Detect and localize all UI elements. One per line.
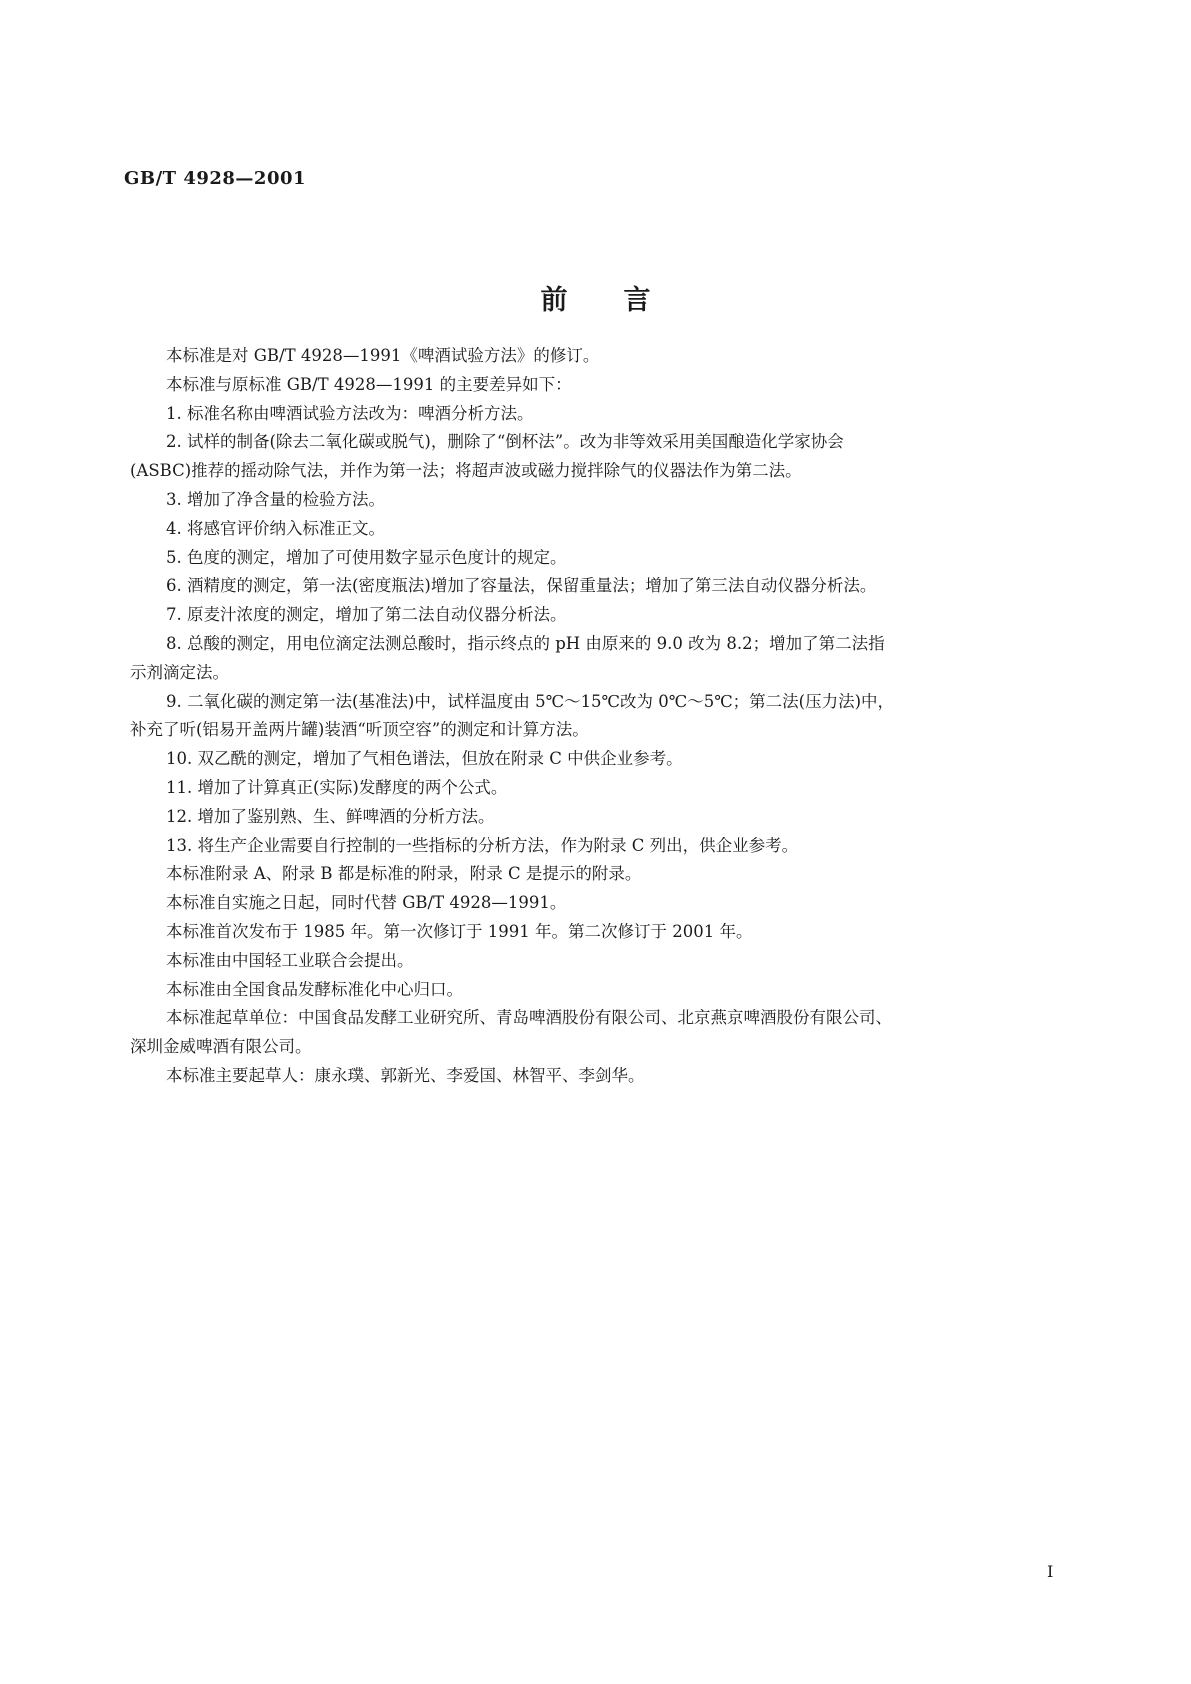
paragraph-line: 本标准是对 GB/T 4928—1991《啤酒试验方法》的修订。 — [166, 346, 600, 365]
paragraph — [130, 832, 988, 861]
paragraph-line: 3. 增加了净含量的检验方法。 — [166, 489, 385, 509]
paragraph-line: 本标准主要起草人：康永璞、郭新光、李爱国、林智平、李剑华。 — [166, 1065, 645, 1085]
paragraph-line: 5. 色度的测定，增加了可使用数字显示色度计的规定。 — [166, 547, 567, 567]
title-char: 言 — [623, 285, 651, 316]
paragraph-line: 12. 增加了鉴别熟、生、鲜啤酒的分析方法。 — [166, 806, 495, 826]
paragraph — [130, 803, 988, 832]
paragraph-line: 本标准由全国食品发酵标准化中心归口。 — [166, 979, 463, 999]
paragraph — [130, 371, 988, 400]
page-number: I — [1047, 1562, 1054, 1581]
paragraph — [130, 1004, 988, 1062]
paragraph-line: 11. 增加了计算真正(实际)发酵度的两个公式。 — [166, 777, 508, 797]
title-char: 前 — [540, 285, 568, 316]
paragraph-line: 4. 将感官评价纳入标准正文。 — [166, 518, 385, 538]
paragraph-line: 10. 双乙酰的测定，增加了气相色谱法，但放在附录 C 中供企业参考。 — [166, 749, 683, 769]
page-title — [0, 278, 1191, 317]
paragraph — [130, 400, 988, 429]
paragraph — [130, 544, 988, 573]
paragraph — [130, 342, 988, 371]
paragraph-line: 示剂滴定法。 — [130, 662, 229, 682]
paragraph-line: 本标准由中国轻工业联合会提出。 — [166, 950, 414, 970]
paragraph-line: 本标准首次发布于 1985 年。第一次修订于 1991 年。第二次修订于 2001 年。 — [166, 921, 753, 941]
paragraph — [130, 630, 988, 688]
paragraph-line: 本标准与原标准 GB/T 4928—1991 的主要差异如下： — [166, 374, 572, 394]
paragraph-line: 8. 总酸的测定，用电位滴定法测总酸时，指示终点的 pH 由原来的 9.0 改为 8.2；增加了第二法指 — [166, 633, 885, 653]
paragraph — [130, 1062, 988, 1091]
paragraph — [130, 860, 988, 889]
paragraph — [130, 976, 988, 1005]
paragraph — [130, 515, 988, 544]
paragraph-line: 9. 二氧化碳的测定第一法(基准法)中，试样温度由 5℃～15℃改为 0℃～5℃；第二法(压力法)中， — [166, 691, 895, 711]
paragraph-line: 13. 将生产企业需要自行控制的一些指标的分析方法，作为附录 C 列出，供企业参考。 — [166, 835, 799, 855]
paragraph — [130, 745, 988, 774]
paragraph-line: 6. 酒精度的测定，第一法(密度瓶法)增加了容量法，保留重量法；增加了第三法自动仪器分析法。 — [166, 576, 877, 596]
paragraph-line: 本标准起草单位：中国食品发酵工业研究所、青岛啤酒股份有限公司、北京燕京啤酒股份有限公司、 — [166, 1008, 892, 1028]
paragraph-line: 2. 试样的制备(除去二氧化碳或脱气)，删除了“倒杯法”。改为非等效采用美国酿造化学家协会 — [166, 432, 844, 452]
paragraph — [130, 889, 988, 918]
paragraph — [130, 601, 988, 630]
paragraph — [130, 486, 988, 515]
paragraph-line: 本标准自实施之日起，同时代替 GB/T 4928—1991。 — [166, 893, 567, 913]
paragraph — [130, 918, 988, 947]
paragraph-line: 补充了听(铝易开盖两片罐)装酒“听顶空容”的测定和计算方法。 — [130, 720, 589, 740]
paragraph — [130, 428, 988, 486]
paragraph-line: 7. 原麦汁浓度的测定，增加了第二法自动仪器分析法。 — [166, 605, 567, 625]
foreword-body — [130, 342, 988, 1091]
paragraph-line: 1. 标准名称由啤酒试验方法改为：啤酒分析方法。 — [166, 403, 534, 423]
paragraph-line: 本标准附录 A、附录 B 都是标准的附录，附录 C 是提示的附录。 — [166, 864, 642, 884]
paragraph — [130, 947, 988, 976]
paragraph — [130, 688, 988, 746]
paragraph-line: (ASBC)推荐的摇动除气法，并作为第一法；将超声波或磁力搅拌除气的仪器法作为第二法。 — [130, 461, 802, 481]
paragraph — [130, 572, 988, 601]
paragraph — [130, 774, 988, 803]
standard-code: GB/T 4928—2001 — [124, 168, 307, 189]
paragraph-line: 深圳金威啤酒有限公司。 — [130, 1037, 312, 1057]
